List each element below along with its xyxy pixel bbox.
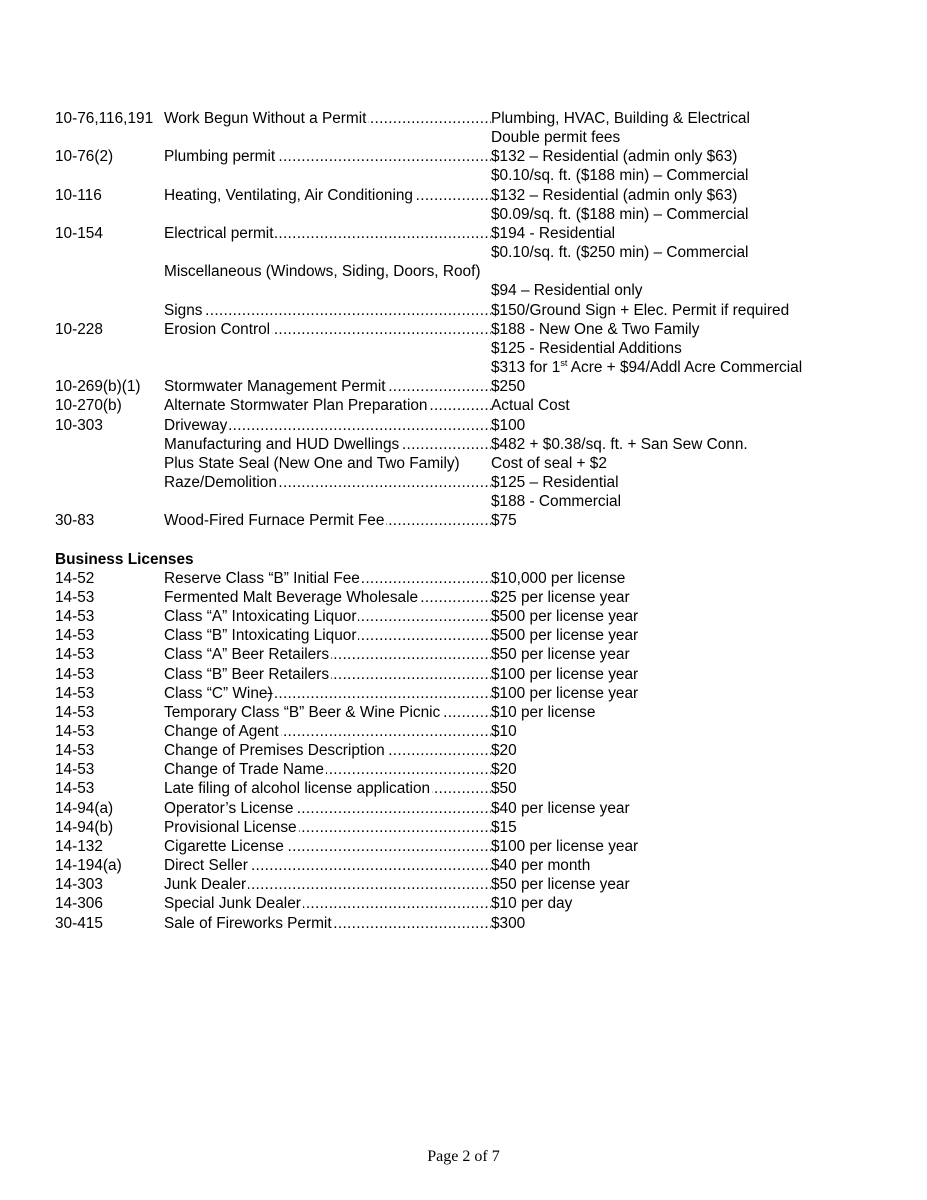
ordinance-code: 14-53 bbox=[55, 608, 95, 626]
fee-amount: $188 - New One & Two Family bbox=[491, 320, 700, 338]
fee-row bbox=[55, 473, 875, 492]
fee-description bbox=[164, 455, 462, 472]
fee-description bbox=[164, 838, 286, 855]
fee-description bbox=[164, 378, 388, 395]
fee-description-text: Class “B” Intoxicating Liquor bbox=[164, 627, 357, 645]
fee-amount: $482 + $0.38/sq. ft. + San Sew Conn. bbox=[491, 435, 748, 453]
fee-description bbox=[164, 895, 303, 912]
fee-row bbox=[55, 569, 875, 588]
fee-description-leader bbox=[164, 760, 491, 779]
fee-description-text: Change of Trade Name bbox=[164, 761, 324, 779]
fee-amount: $0.09/sq. ft. ($188 min) – Commercial bbox=[491, 205, 749, 223]
fee-description-text: Junk Dealer bbox=[164, 876, 247, 894]
fee-description-text: Cigarette License bbox=[164, 837, 284, 855]
fee-amount: $500 per license year bbox=[491, 627, 639, 645]
fee-row bbox=[55, 760, 875, 779]
fee-description-text: Class “C” Wine bbox=[164, 684, 268, 702]
fee-description bbox=[164, 417, 229, 434]
fee-description-text: Alternate Stormwater Plan Preparation bbox=[164, 397, 428, 415]
fee-description-text: Direct Seller bbox=[164, 857, 248, 875]
fee-row bbox=[55, 875, 875, 894]
ordinal-suffix: st bbox=[560, 358, 568, 369]
ordinance-code: 10-228 bbox=[55, 320, 103, 338]
fee-description-text: Operator’s License bbox=[164, 799, 294, 817]
fee-description-leader bbox=[164, 588, 491, 607]
fee-description-text: Special Junk Dealer bbox=[164, 895, 301, 913]
fee-row bbox=[55, 779, 875, 798]
fee-amount: $132 – Residential (admin only $63) bbox=[491, 186, 738, 204]
fee-description-leader bbox=[164, 703, 491, 722]
fee-description-leader bbox=[164, 569, 491, 588]
ordinance-code: 10-116 bbox=[55, 186, 102, 204]
ordinance-code: 14-306 bbox=[55, 895, 103, 913]
fee-description-text: Fermented Malt Beverage Wholesale bbox=[164, 588, 419, 606]
fee-description: Miscellaneous (Windows, Siding, Doors, Roof) bbox=[164, 263, 481, 281]
ordinance-code: 10-303 bbox=[55, 416, 103, 434]
fee-amount bbox=[491, 358, 802, 377]
fee-amount: $40 per license year bbox=[491, 799, 630, 817]
fee-description-text: Class “A” Intoxicating Liquor bbox=[164, 608, 357, 626]
fee-amount: $125 - Residential Additions bbox=[491, 339, 682, 357]
fee-row bbox=[55, 741, 875, 760]
fee-row bbox=[55, 416, 875, 435]
fee-amount: $25 per license year bbox=[491, 588, 630, 606]
fee-description-leader bbox=[164, 511, 491, 530]
fee-row bbox=[55, 645, 875, 664]
ordinance-code: 14-53 bbox=[55, 627, 95, 645]
ordinance-code: 14-132 bbox=[55, 837, 103, 855]
fee-amount: $94 – Residential only bbox=[491, 282, 643, 300]
fee-amount: $100 per license year bbox=[491, 665, 639, 683]
fee-description-leader bbox=[164, 607, 491, 626]
fee-row bbox=[55, 818, 875, 837]
fee-description bbox=[164, 302, 205, 319]
fee-row bbox=[55, 837, 875, 856]
fee-row bbox=[55, 894, 875, 913]
fee-description-leader bbox=[164, 837, 491, 856]
fee-description bbox=[164, 780, 432, 797]
fee-text: $313 for 1 bbox=[491, 359, 561, 377]
fee-description-text: Signs bbox=[164, 301, 203, 319]
fee-amount: $10 per license bbox=[491, 703, 596, 721]
fee-row bbox=[55, 626, 875, 645]
fee-description-leader bbox=[164, 894, 491, 913]
fee-description-text: Plumbing permit bbox=[164, 148, 276, 166]
fee-description-leader bbox=[164, 914, 491, 933]
fee-row bbox=[55, 186, 875, 205]
fee-description bbox=[164, 876, 248, 893]
fee-amount: $150/Ground Sign + Elec. Permit if required bbox=[491, 301, 790, 319]
fee-description-leader bbox=[164, 301, 491, 320]
fee-amount: $50 per license year bbox=[491, 876, 630, 894]
fee-description bbox=[164, 512, 386, 529]
fee-schedule bbox=[55, 109, 875, 933]
fee-description-text: Heating, Ventilating, Air Conditioning bbox=[164, 186, 413, 204]
fee-description-text: Driveway bbox=[164, 416, 228, 434]
fee-description-text: Electrical permit bbox=[164, 224, 274, 242]
ordinance-code: 14-53 bbox=[55, 761, 95, 779]
ordinance-code: 14-53 bbox=[55, 780, 95, 798]
ordinance-code: 14-53 bbox=[55, 742, 95, 760]
ordinance-code: 10-76(2) bbox=[55, 148, 114, 166]
fee-row bbox=[55, 358, 875, 377]
fee-row bbox=[55, 607, 875, 626]
ordinance-code: 14-53 bbox=[55, 723, 95, 740]
fee-description bbox=[164, 800, 295, 817]
fee-description-text: Manufacturing and HUD Dwellings bbox=[164, 435, 400, 453]
business-licenses-heading: Business Licenses bbox=[55, 550, 194, 568]
ordinance-code: 14-52 bbox=[55, 569, 95, 587]
fee-description-leader bbox=[164, 799, 491, 818]
fee-amount: $0.10/sq. ft. ($250 min) – Commercial bbox=[491, 244, 749, 262]
fee-row bbox=[55, 109, 875, 128]
fee-description-text: Change of Premises Description bbox=[164, 742, 385, 760]
fee-description bbox=[164, 225, 275, 242]
fee-row bbox=[55, 281, 875, 300]
fee-description-leader bbox=[164, 684, 491, 703]
fee-description-leader bbox=[164, 875, 491, 894]
fee-text: Acre + $94/Addl Acre Commercial bbox=[567, 359, 803, 377]
fee-amount: $20 bbox=[491, 742, 517, 760]
fee-row bbox=[55, 665, 875, 684]
fee-amount: $0.10/sq. ft. ($188 min) – Commercial bbox=[491, 167, 749, 185]
ordinance-code: 14-53 bbox=[55, 588, 95, 606]
fee-amount: $100 per license year bbox=[491, 837, 639, 855]
fee-row bbox=[55, 243, 875, 262]
fee-amount: $194 - Residential bbox=[491, 224, 616, 242]
fee-description bbox=[164, 646, 331, 663]
fee-row bbox=[55, 224, 875, 243]
fee-description-leader bbox=[164, 473, 491, 492]
ordinance-code: 14-303 bbox=[55, 876, 103, 894]
fee-row bbox=[55, 454, 875, 473]
fee-amount: $75 bbox=[491, 512, 517, 530]
fee-amount: $15 bbox=[491, 818, 517, 836]
ordinance-code: 10-269(b)(1) bbox=[55, 378, 141, 396]
fee-description-text: Temporary Class “B” Beer & Wine Picnic bbox=[164, 703, 441, 721]
fee-amount: $10,000 per license bbox=[491, 569, 626, 587]
fee-description-leader bbox=[164, 779, 491, 798]
struck-text: ) bbox=[267, 684, 273, 702]
fee-amount: $100 per license year bbox=[491, 684, 639, 702]
fee-description-text: Work Begun Without a Permit bbox=[164, 110, 367, 127]
fee-description-leader bbox=[164, 147, 491, 166]
fee-amount: $250 bbox=[491, 378, 526, 396]
ordinance-code: 14-53 bbox=[55, 646, 95, 664]
page-number: Page 2 of 7 bbox=[427, 1148, 500, 1165]
fee-amount: $10 per day bbox=[491, 895, 573, 913]
fee-amount: Cost of seal + $2 bbox=[491, 454, 607, 472]
fee-description-text: Reserve Class “B” Initial Fee bbox=[164, 569, 360, 587]
fee-amount: $500 per license year bbox=[491, 608, 639, 626]
fee-description bbox=[164, 627, 358, 644]
fee-amount: $50 per license year bbox=[491, 646, 630, 664]
fee-row bbox=[55, 320, 875, 339]
fee-row bbox=[55, 205, 875, 224]
fee-description bbox=[164, 397, 429, 414]
fee-row bbox=[55, 703, 875, 722]
fee-description bbox=[164, 723, 281, 740]
ordinance-code: 14-53 bbox=[55, 665, 95, 683]
fee-description-text: Stormwater Management Permit bbox=[164, 378, 386, 396]
fee-row bbox=[55, 856, 875, 875]
fee-description bbox=[164, 685, 275, 702]
fee-description bbox=[164, 742, 387, 759]
fee-description-leader bbox=[164, 224, 491, 243]
fee-description bbox=[164, 608, 358, 625]
fee-amount: Actual Cost bbox=[491, 397, 570, 415]
fee-description-leader bbox=[164, 741, 491, 760]
ordinance-code: 14-53 bbox=[55, 684, 95, 702]
fee-description-text: Plus State Seal (New One and Two Family) bbox=[164, 454, 460, 472]
fee-description-leader bbox=[164, 454, 491, 473]
fee-description bbox=[164, 148, 277, 165]
fee-description bbox=[164, 436, 401, 453]
fee-amount: $40 per month bbox=[491, 857, 591, 875]
fee-amount: $188 - Commercial bbox=[491, 493, 622, 511]
fee-description-text: Wood-Fired Furnace Permit Fee bbox=[164, 512, 385, 530]
ordinance-code: 30-83 bbox=[55, 512, 95, 530]
ordinance-code: 10-154 bbox=[55, 224, 103, 242]
fee-description bbox=[164, 570, 362, 587]
fee-row bbox=[55, 492, 875, 511]
fee-amount: $125 – Residential bbox=[491, 473, 619, 491]
fee-description-leader bbox=[164, 722, 491, 741]
fee-row bbox=[55, 377, 875, 396]
fee-amount: $50 bbox=[491, 780, 517, 798]
fee-description-text: Raze/Demolition bbox=[164, 473, 277, 491]
fee-description-leader bbox=[164, 186, 491, 205]
fee-description bbox=[164, 321, 272, 338]
fee-description-leader bbox=[164, 818, 491, 837]
fee-amount: Double permit fees bbox=[491, 129, 621, 147]
fee-row bbox=[55, 914, 875, 933]
fee-description-leader bbox=[164, 416, 491, 435]
fee-row bbox=[55, 262, 875, 281]
fee-description-leader bbox=[164, 645, 491, 664]
fee-row bbox=[55, 799, 875, 818]
permit-fees-section bbox=[55, 109, 875, 530]
fee-amount: $100 bbox=[491, 416, 526, 434]
fee-row bbox=[55, 396, 875, 415]
fee-description bbox=[164, 589, 420, 606]
fee-row bbox=[55, 128, 875, 147]
fee-row bbox=[55, 588, 875, 607]
fee-row bbox=[55, 166, 875, 185]
fee-description-text: Sale of Fireworks Permit bbox=[164, 914, 332, 932]
ordinance-code: 10-76,116,191 bbox=[55, 110, 154, 127]
fee-row bbox=[55, 339, 875, 358]
section-spacer bbox=[55, 530, 875, 549]
fee-description bbox=[164, 187, 415, 204]
ordinance-code: 14-94(a) bbox=[55, 799, 114, 817]
fee-row bbox=[55, 147, 875, 166]
fee-amount: $20 bbox=[491, 761, 517, 779]
ordinance-code: 14-94(b) bbox=[55, 818, 114, 836]
fee-description-leader bbox=[164, 435, 491, 454]
fee-amount: $300 bbox=[491, 914, 526, 932]
fee-description-leader bbox=[164, 377, 491, 396]
fee-row bbox=[55, 511, 875, 530]
fee-description-leader bbox=[164, 396, 491, 415]
fee-description bbox=[164, 857, 250, 874]
fee-description-leader bbox=[164, 320, 491, 339]
fee-description bbox=[164, 819, 299, 836]
fee-row bbox=[55, 301, 875, 320]
fee-description-text: Erosion Control bbox=[164, 320, 271, 338]
fee-description bbox=[164, 666, 331, 683]
fee-description bbox=[164, 474, 279, 491]
fee-description-text: Class “B” Beer Retailers bbox=[164, 665, 330, 683]
fee-amount: Plumbing, HVAC, Building & Electrical bbox=[491, 110, 750, 127]
fee-description bbox=[164, 761, 326, 778]
ordinance-code: 30-415 bbox=[55, 914, 103, 932]
ordinance-code: 10-270(b) bbox=[55, 397, 122, 415]
fee-description-text: Provisional License bbox=[164, 818, 297, 836]
ordinance-code: 14-194(a) bbox=[55, 857, 122, 875]
fee-row bbox=[55, 435, 875, 454]
fee-row bbox=[55, 722, 875, 741]
fee-amount: $132 – Residential (admin only $63) bbox=[491, 148, 738, 166]
fee-amount: $10 bbox=[491, 723, 517, 740]
fee-description bbox=[164, 915, 334, 932]
fee-description-leader bbox=[164, 109, 491, 128]
fee-description-text: Change of Agent bbox=[164, 723, 279, 740]
fee-description-leader bbox=[164, 626, 491, 645]
fee-description-text: Class “A” Beer Retailers bbox=[164, 646, 330, 664]
fee-description bbox=[164, 704, 442, 721]
ordinance-code: 14-53 bbox=[55, 703, 95, 721]
fee-description-leader bbox=[164, 665, 491, 684]
fee-description-text: Late filing of alcohol license application bbox=[164, 780, 431, 798]
fee-description-leader bbox=[164, 856, 491, 875]
fee-description bbox=[164, 110, 368, 127]
business-licenses-section bbox=[55, 569, 875, 933]
fee-row bbox=[55, 684, 875, 703]
